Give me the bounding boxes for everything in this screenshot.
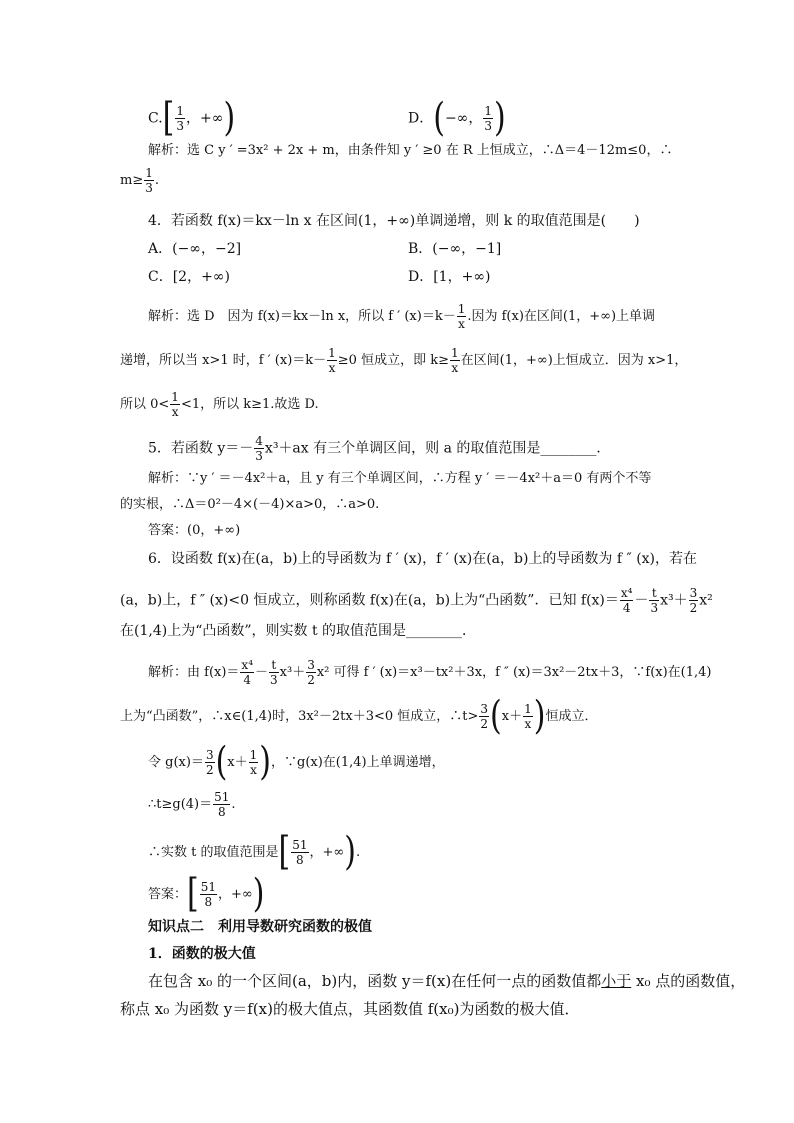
numerator: 1 [176,104,185,118]
fraction [479,702,489,731]
text: ∴t≥g(4)＝ [148,797,213,812]
q6-solution-line3 [148,739,445,785]
text: 解析：由 f(x)＝ [148,665,240,680]
text: 在区间(1，+∞)上恒成立．因为 x>1， [460,353,688,368]
text: <1，所以 k≥1.故选 D. [180,397,319,412]
text: － [255,665,269,680]
numerator: 1 [484,104,492,118]
q6-answer [148,871,265,917]
denominator: 8 [204,895,213,909]
numerator: 1 [145,166,153,180]
denominator: x [171,405,179,419]
denominator: x [458,317,465,331]
fraction [523,702,533,731]
numerator: x⁴ [620,586,633,600]
left-bracket: [ [187,871,199,917]
text: ∴实数 t 的取值范围是 [148,845,279,860]
numerator: 51 [200,880,217,894]
numerator: 3 [307,658,315,672]
text: x₀ 点的函数值， [631,972,746,990]
numerator: 4 [255,434,263,448]
q3-option-c-text: ，+∞ [186,110,224,127]
denominator: 2 [480,717,489,731]
q4-solution-line2 [120,346,687,375]
numerator: 3 [205,748,214,762]
left-bracket: [ [278,829,291,875]
fraction [200,880,217,909]
answer-label: 答案： [148,887,188,902]
denominator: 4 [243,673,252,687]
q6-solution-line5 [148,829,361,875]
numerator: 1 [450,346,459,360]
q6-solution-line2 [120,693,598,739]
q3-option-c [148,95,236,141]
right-paren: ) [494,95,506,141]
denominator: x [524,717,532,731]
right-paren: ) [533,693,546,739]
fraction [205,748,215,777]
text: m≥ [120,173,144,188]
text: 恒成立． [545,709,598,724]
text: ，+∞ [309,845,345,860]
fraction [249,748,259,777]
fraction [689,586,699,615]
text: x² 可得 f ′ (x)＝x³－tx²＋3x，f ″ (x)＝3x²－2tx＋3，∵f(x)在(1,4) [316,665,712,680]
fraction [450,346,460,375]
numerator: 3 [480,702,489,716]
q3-solution-line1: 解析：选 C y ′ =3x² + 2x + m，由条件知 y ′ ≥0 在 R 上恒成立，∴Δ＝4－12m≤0，∴ [148,143,673,158]
q4-solution-line3 [120,390,319,419]
denominator: x [451,361,459,375]
numerator: 1 [328,346,336,360]
fraction [240,658,254,687]
fraction [457,302,467,331]
denominator: 8 [296,853,304,867]
fraction [254,434,264,463]
q3-option-d [408,95,506,141]
fraction [327,346,337,375]
right-paren: ) [223,95,236,141]
text: 上为“凸函数”，∴x∈(1,4)时，3x²－2tx＋3<0 恒成立，∴t> [120,709,479,724]
fraction [649,586,659,615]
text: . [231,797,236,812]
text: ，∵g(x)在(1,4)上单调递增， [271,755,445,770]
fraction [170,390,180,419]
q4-option-d: D．[1，+∞) [408,269,491,285]
q4-option-a: A．(−∞，−2] [148,241,242,257]
numerator: 51 [292,838,308,852]
q6-stem-line1: 6．设函数 f(x)在(a，b)上的导函数为 f ′ (x)，f ′ (x)在(a，b)上的导函数为 f ″ (x)，若在 [148,551,698,567]
text: .因为 f(x)在区间(1，+∞)上单调 [467,309,656,324]
subsection-title: 1．函数的极大值 [148,946,256,962]
q5-answer: 答案：(0，+∞) [148,523,241,538]
denominator: x [250,763,257,777]
q4-stem: 4．若函数 f(x)＝kx－ln x 在区间(1，+∞)单调递增，则 k 的取值范围是( ) [148,213,640,229]
right-paren: ) [344,829,356,875]
left-paren: ( [215,739,228,785]
numerator: t [269,658,279,673]
text: 解析：选 D 因为 f(x)＝kx－ln x，所以 f ′ (x)＝k－ [148,309,456,324]
text: ≥0 恒成立，即 k≥ [337,353,449,368]
text: 令 g(x)＝ [148,755,204,770]
left-paren: ( [433,95,445,141]
fraction [291,838,308,867]
underlined-text: 小于 [601,972,632,990]
text: . [355,845,361,860]
q4-option-c: C．[2，+∞) [148,269,230,285]
text: x³＋ [660,592,688,609]
denominator: 2 [689,601,698,615]
text: x³＋ [279,665,306,680]
text: x² [699,592,713,609]
text: x＋ [227,755,248,770]
q6-stem-line2 [120,586,713,615]
numerator: 51 [214,790,230,804]
q6-stem-line3: 在(1,4)上为“凸函数”，则实数 t 的取值范围是________． [120,623,477,639]
right-paren: ) [252,871,265,917]
q4-option-b: B．(−∞，−1] [408,241,502,257]
q3-option-d-fraction [483,104,493,133]
numerator: 1 [524,702,532,716]
numerator: 1 [249,748,258,762]
fraction [269,658,279,687]
q3-option-d-text: −∞， [444,110,483,127]
numerator: 1 [457,302,466,316]
left-paren: ( [490,693,502,739]
denominator: x [328,361,336,375]
text: x³＋ax 有三个单调区间，则 a 的取值范围是________． [264,440,611,457]
text: . [154,173,160,188]
q3-solution-line2 [120,166,159,195]
text: 在包含 x₀ 的一个区间(a，b)内，函数 y＝f(x)在任何一点的函数值都 [148,972,602,990]
fraction [306,658,316,687]
q3-option-c-label: C. [148,110,163,127]
denominator: 3 [176,119,185,133]
denominator: 8 [217,805,226,819]
denominator: 2 [307,673,315,687]
numerator: x⁴ [241,658,253,672]
denominator: 3 [270,673,278,687]
q3-option-c-fraction [175,104,185,133]
numerator: 3 [689,586,698,600]
text: 所以 0< [120,397,170,412]
definition-line1 [148,972,745,990]
denominator: 2 [205,763,214,777]
fraction [620,586,634,615]
q6-solution-line1 [148,658,712,687]
denominator: 3 [145,181,153,195]
numerator: t [649,586,659,601]
definition-line2: 称点 x₀ 为函数 y＝f(x)的极大值点，其函数值 f(x₀)为函数的极大值． [120,1000,580,1018]
text: － [634,592,649,609]
numerator: 1 [171,390,179,404]
denominator: 3 [255,449,263,463]
section-title: 知识点二 利用导数研究函数的极值 [148,919,372,935]
q5-solution-line2: 的实根，∴Δ＝0²－4×(－4)×a>0，∴a>0. [120,497,380,512]
denominator: 3 [650,601,659,615]
q5-solution-line1: 解析：∵y ′ ＝－4x²＋a，且 y 有三个单调区间，∴方程 y ′ ＝－4x²＋a＝0 有两个不等 [148,471,652,486]
q5-stem [148,434,610,463]
denominator: 4 [622,601,631,615]
fraction [144,166,154,195]
q4-solution-line1 [148,302,655,331]
text: 5．若函数 y＝－ [148,440,254,457]
text: (a，b)上，f ″ (x)<0 恒成立，则称函数 f(x)在(a，b)上为“凸函数”．已知 f(x)＝ [120,592,619,609]
q3-option-d-label: D． [408,110,434,127]
text: 递增，所以当 x>1 时，f ′ (x)＝k－ [120,353,327,368]
right-paren: ) [259,739,271,785]
q6-solution-line4 [148,790,236,819]
text: x＋ [501,709,523,724]
denominator: 3 [484,119,492,133]
fraction [213,790,230,819]
text: ，+∞ [218,887,253,902]
left-bracket: [ [162,95,175,141]
